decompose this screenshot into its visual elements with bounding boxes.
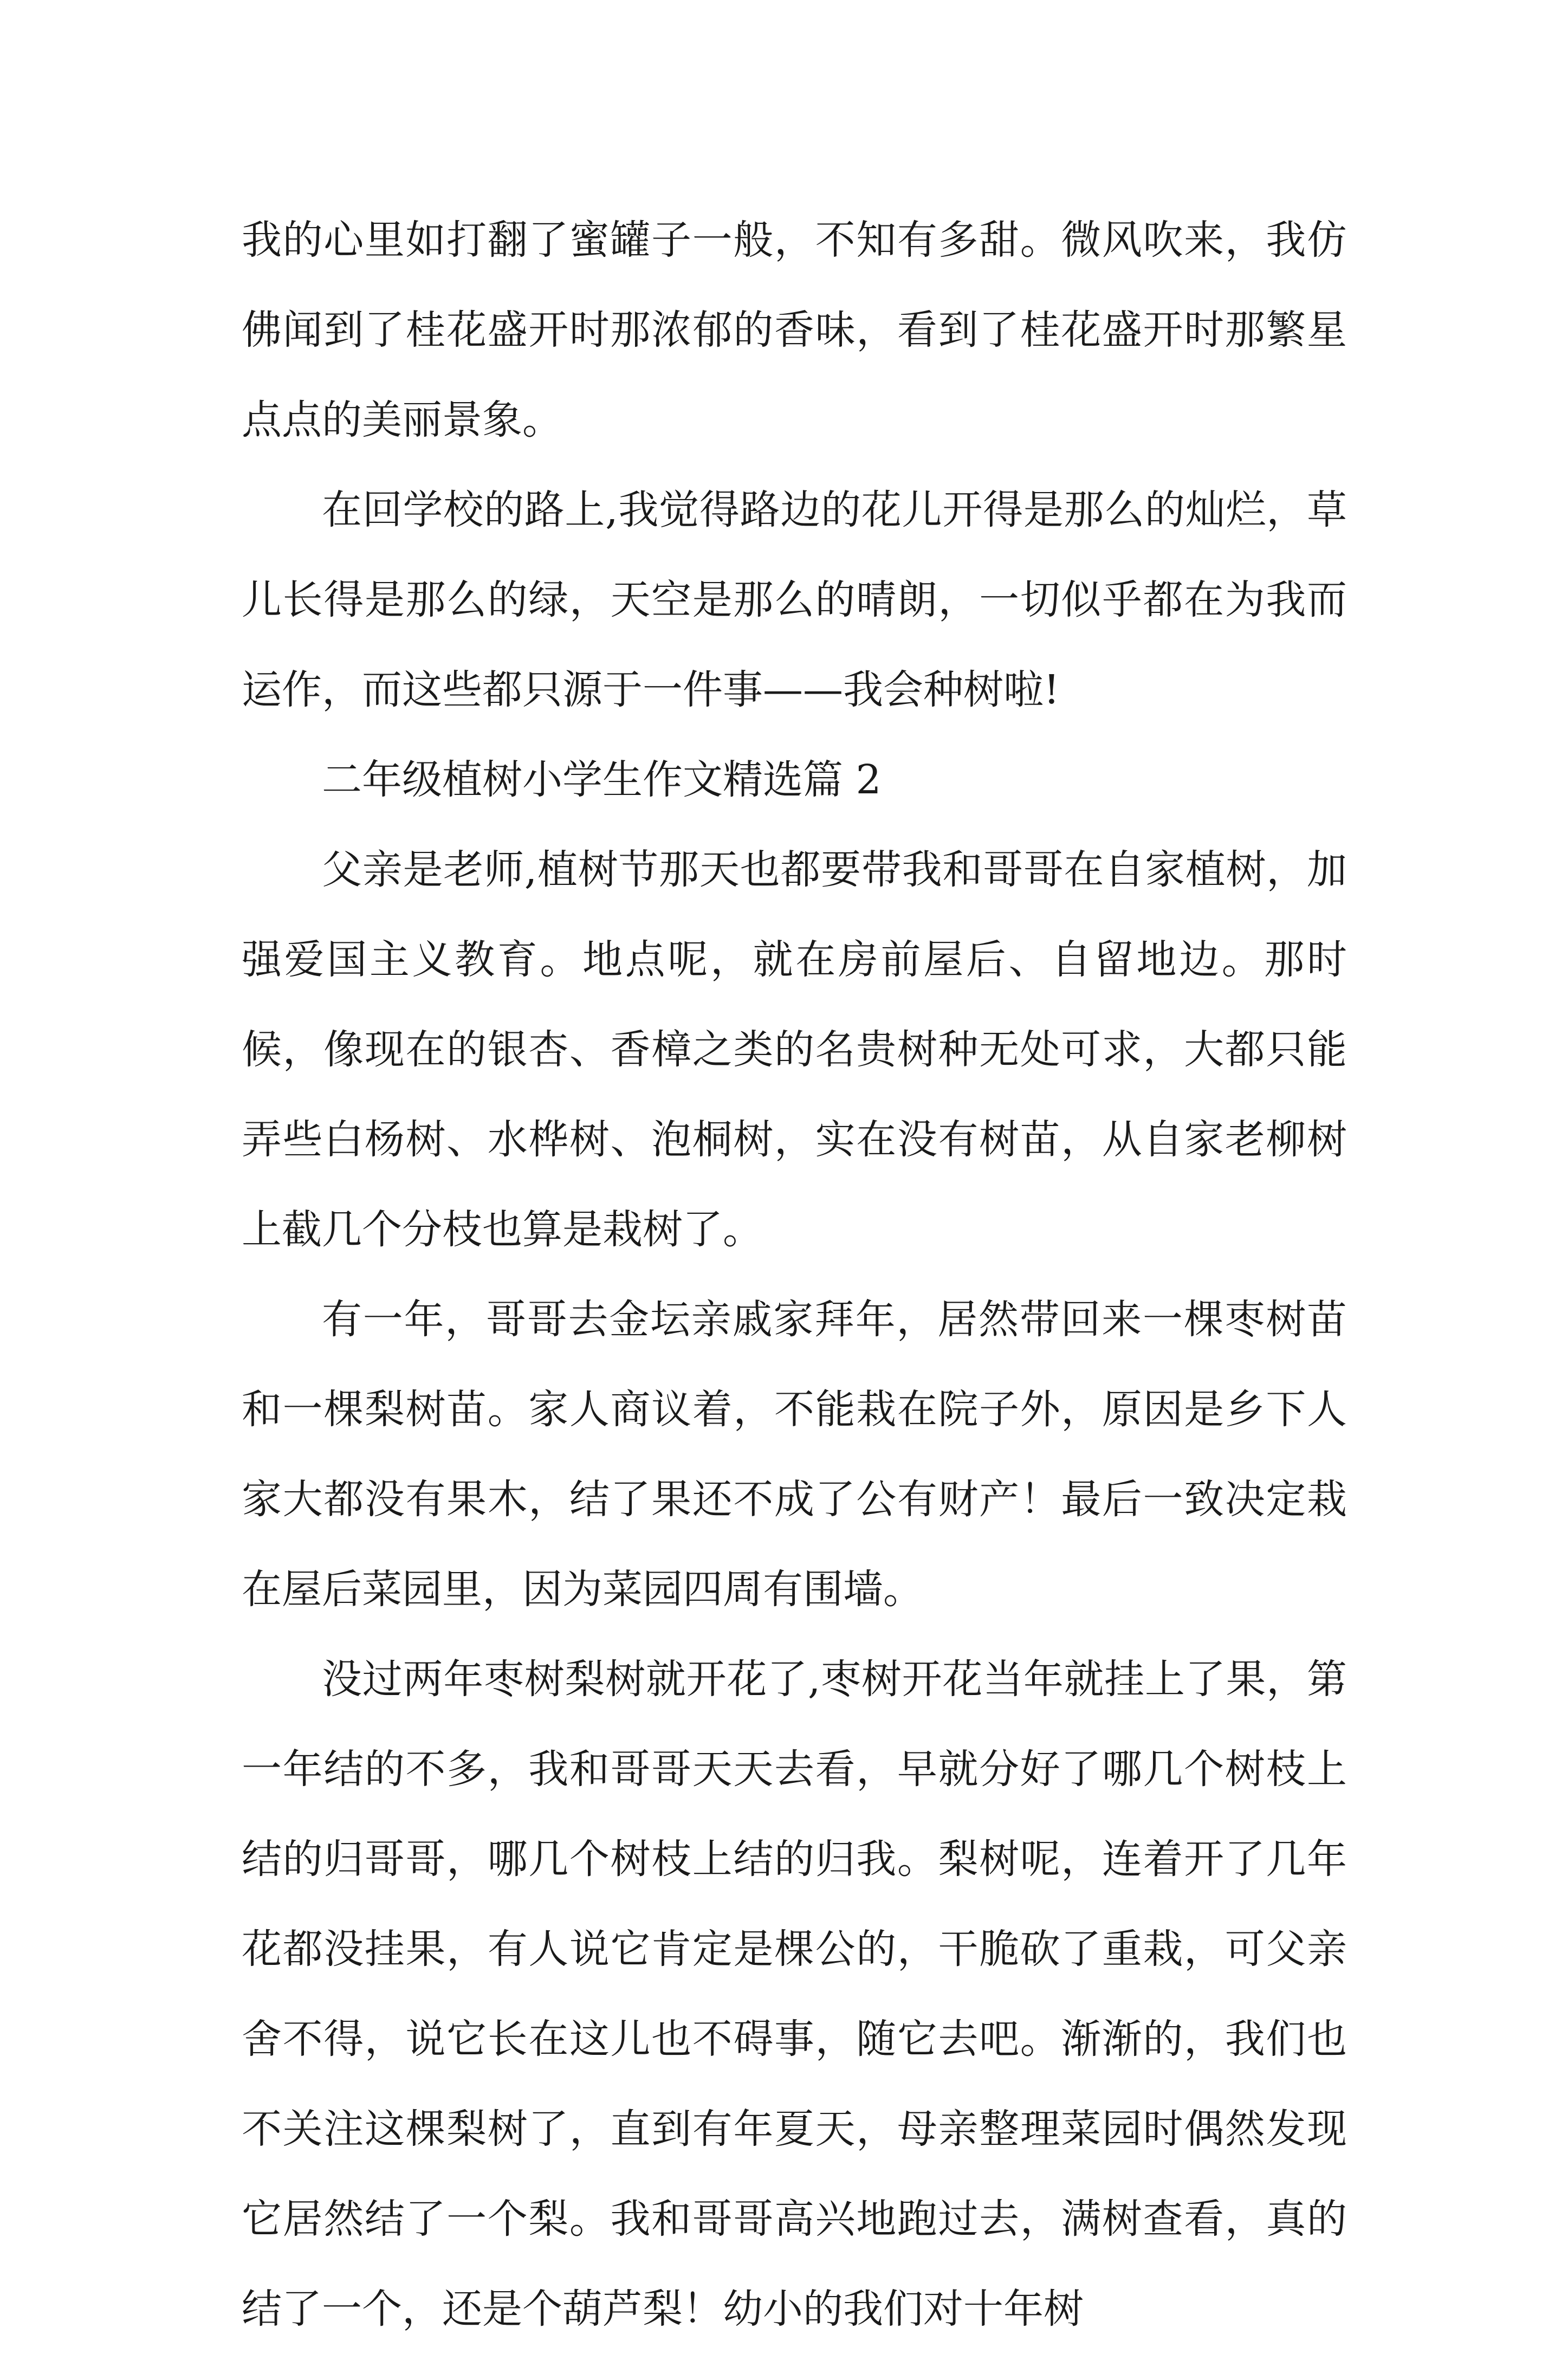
paragraph: 父亲是老师,植树节那天也都要带我和哥哥在自家植树，加强爱国主义教育。地点呢，就在房前屋后、自留地边。那时候，像现在的银杏、香樟之类的名贵树种无处可求，大都只能弄些白杨树、水桦树、泡桐树，实在没有树苗，从自家老柳树上截几个分枝也算是栽树了。 xyxy=(242,846,1347,1253)
essay-body xyxy=(242,195,1347,2354)
paragraph: 没过两年枣树梨树就开花了,枣树开花当年就挂上了果，第一年结的不多，我和哥哥天天去看，早就分好了哪几个树枝上结的归哥哥，哪几个树枝上结的归我。梨树呢，连着开了几年花都没挂果，有人说它肯定是棵公的，干脆砍了重栽，可父亲舍不得，说它长在这儿也不碍事，随它去吧。渐渐的，我们也不关注这棵梨树了，直到有年夏天，母亲整理菜园时偶然发现它居然结了一个梨。我和哥哥高兴地跑过去，满树查看，真的结了一个，还是个葫芦梨！幼小的我们对十年树 xyxy=(242,1656,1347,2332)
paragraph: 在回学校的路上,我觉得路边的花儿开得是那么的灿烂，草儿长得是那么的绿，天空是那么的晴朗，一切似乎都在为我而运作，而这些都只源于一件事——我会种树啦! xyxy=(242,487,1347,713)
section-heading: 二年级植树小学生作文精选篇 2 xyxy=(322,756,882,803)
paragraph: 有一年，哥哥去金坛亲戚家拜年，居然带回来一棵枣树苗和一棵梨树苗。家人商议着，不能栽在院子外，原因是乡下人家大都没有果木，结了果还不成了公有财产！最后一致决定栽在屋后菜园里，因为菜园四周有围墙。 xyxy=(242,1296,1347,1613)
paragraph-continued: 我的心里如打翻了蜜罐子一般，不知有多甜。微风吹来，我仿佛闻到了桂花盛开时那浓郁的香味，看到了桂花盛开时那繁星点点的美丽景象。 xyxy=(242,217,1347,443)
